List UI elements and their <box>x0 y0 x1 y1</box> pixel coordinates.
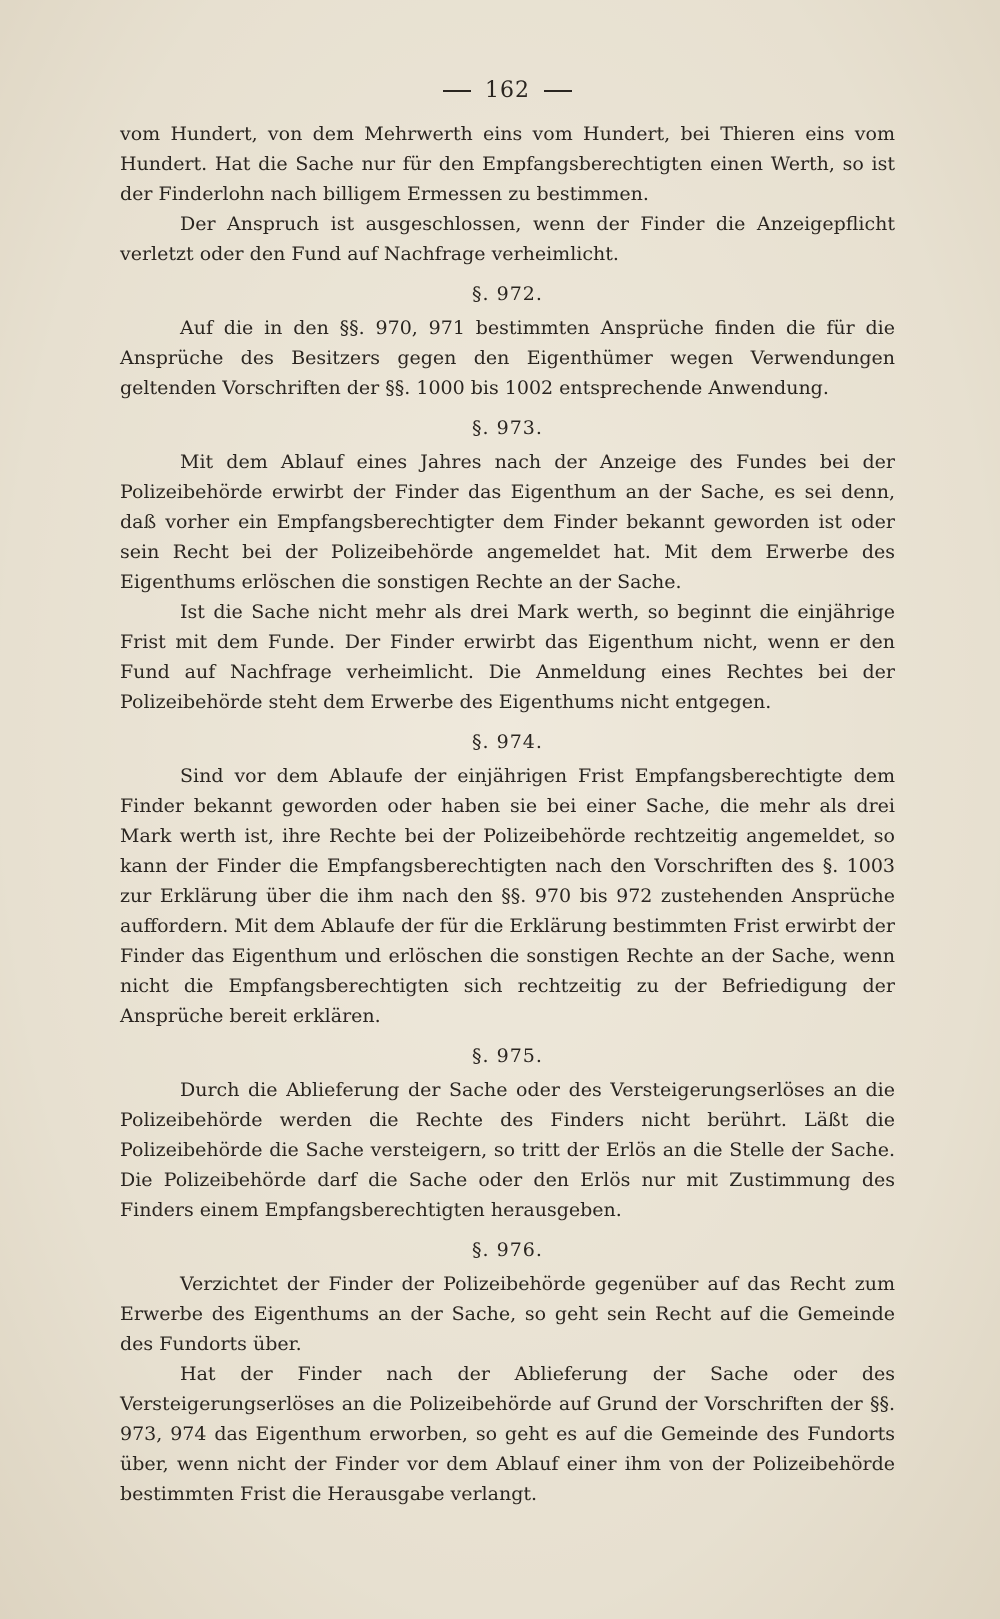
page-number-dash-right <box>544 90 572 92</box>
page-number-dash-left <box>443 90 471 92</box>
page-body <box>120 119 895 1509</box>
section-heading-976: §. 976. <box>472 1239 543 1261</box>
paragraph-finderlohn-continued: vom Hundert, von dem Mehrwerth eins vom Hundert, bei Thieren eins vom Hundert. Hat die Sache nur für den Empfangsberechtigten einen Werth, so ist der Finderlohn nach billigem Ermessen zu bestimmen. <box>120 123 895 205</box>
paragraph-976-1: Verzichtet der Finder der Polizeibehörde gegenüber auf das Recht zum Erwerbe des Eigenthums an der Sache, so geht sein Recht auf die Gemeinde des Fundorts über. <box>120 1273 895 1355</box>
section-heading-974: §. 974. <box>472 731 543 753</box>
paragraph-975: Durch die Ablieferung der Sache oder des Versteigerungserlöses an die Polizeibehörde werden die Rechte des Finders nicht berührt. Läßt die Polizeibehörde die Sache versteigern, so tritt der Erlös an die Stelle der Sache. Die Polizeibehörde darf die Sache oder den Erlös nur mit Zustimmung des Finders einem Empfangsberechtigten herausgeben. <box>120 1079 895 1221</box>
paragraph-973-2: Ist die Sache nicht mehr als drei Mark werth, so beginnt die einjährige Frist mit dem Funde. Der Finder erwirbt das Eigenthum nicht, wenn er den Fund auf Nachfrage verheimlicht. Die Anmeldung eines Rechtes bei der Polizeibehörde steht dem Erwerbe des Eigenthums nicht entgegen. <box>120 601 895 713</box>
paragraph-anspruch-ausgeschlossen: Der Anspruch ist ausgeschlossen, wenn der Finder die Anzeigepflicht verletzt oder den Fund auf Nachfrage verheimlicht. <box>120 213 895 265</box>
paragraph-972: Auf die in den §§. 970, 971 bestimmten Ansprüche finden die für die Ansprüche des Besitzers gegen den Eigenthümer wegen Verwendungen geltenden Vorschriften der §§. 1000 bis 1002 entsprechende Anwendung. <box>120 317 895 399</box>
paragraph-976-2: Hat der Finder nach der Ablieferung der Sache oder des Versteigerungserlöses an die Polizeibehörde auf Grund der Vorschriften der §§. 973, 974 das Eigenthum erworben, so geht es auf die Gemeinde des Fundorts über, wenn nicht der Finder vor dem Ablauf einer ihm von der Polizeibehörde bestimmten Frist die Herausgabe verlangt. <box>120 1363 895 1505</box>
section-heading-973: §. 973. <box>472 417 543 439</box>
page-number: 162 <box>485 78 530 103</box>
paragraph-974: Sind vor dem Ablaufe der einjährigen Frist Empfangsberechtigte dem Finder bekannt geworden oder haben sie bei einer Sache, die mehr als drei Mark werth ist, ihre Rechte bei der Polizeibehörde rechtzeitig angemeldet, so kann der Finder die Empfangsberechtigten nach den Vorschriften des §. 1003 zur Erklärung über die ihm nach den §§. 970 bis 972 zustehenden Ansprüche auffordern. Mit dem Ablaufe der für die Erklärung bestimmten Frist erwirbt der Finder das Eigenthum und erlöschen die sonstigen Rechte an der Sache, wenn nicht die Empfangsberechtigten sich rechtzeitig zu der Befriedigung der Ansprüche bereit erklären. <box>120 765 895 1027</box>
page-number-line <box>120 0 895 103</box>
paragraph-973-1: Mit dem Ablauf eines Jahres nach der Anzeige des Fundes bei der Polizeibehörde erwirbt der Finder das Eigenthum an der Sache, es sei denn, daß vorher ein Empfangsberechtigter dem Finder bekannt geworden ist oder sein Recht bei der Polizeibehörde angemeldet hat. Mit dem Erwerbe des Eigenthums erlöschen die sonstigen Rechte an der Sache. <box>120 451 895 593</box>
section-heading-972: §. 972. <box>472 283 543 305</box>
section-heading-975: §. 975. <box>472 1045 543 1067</box>
